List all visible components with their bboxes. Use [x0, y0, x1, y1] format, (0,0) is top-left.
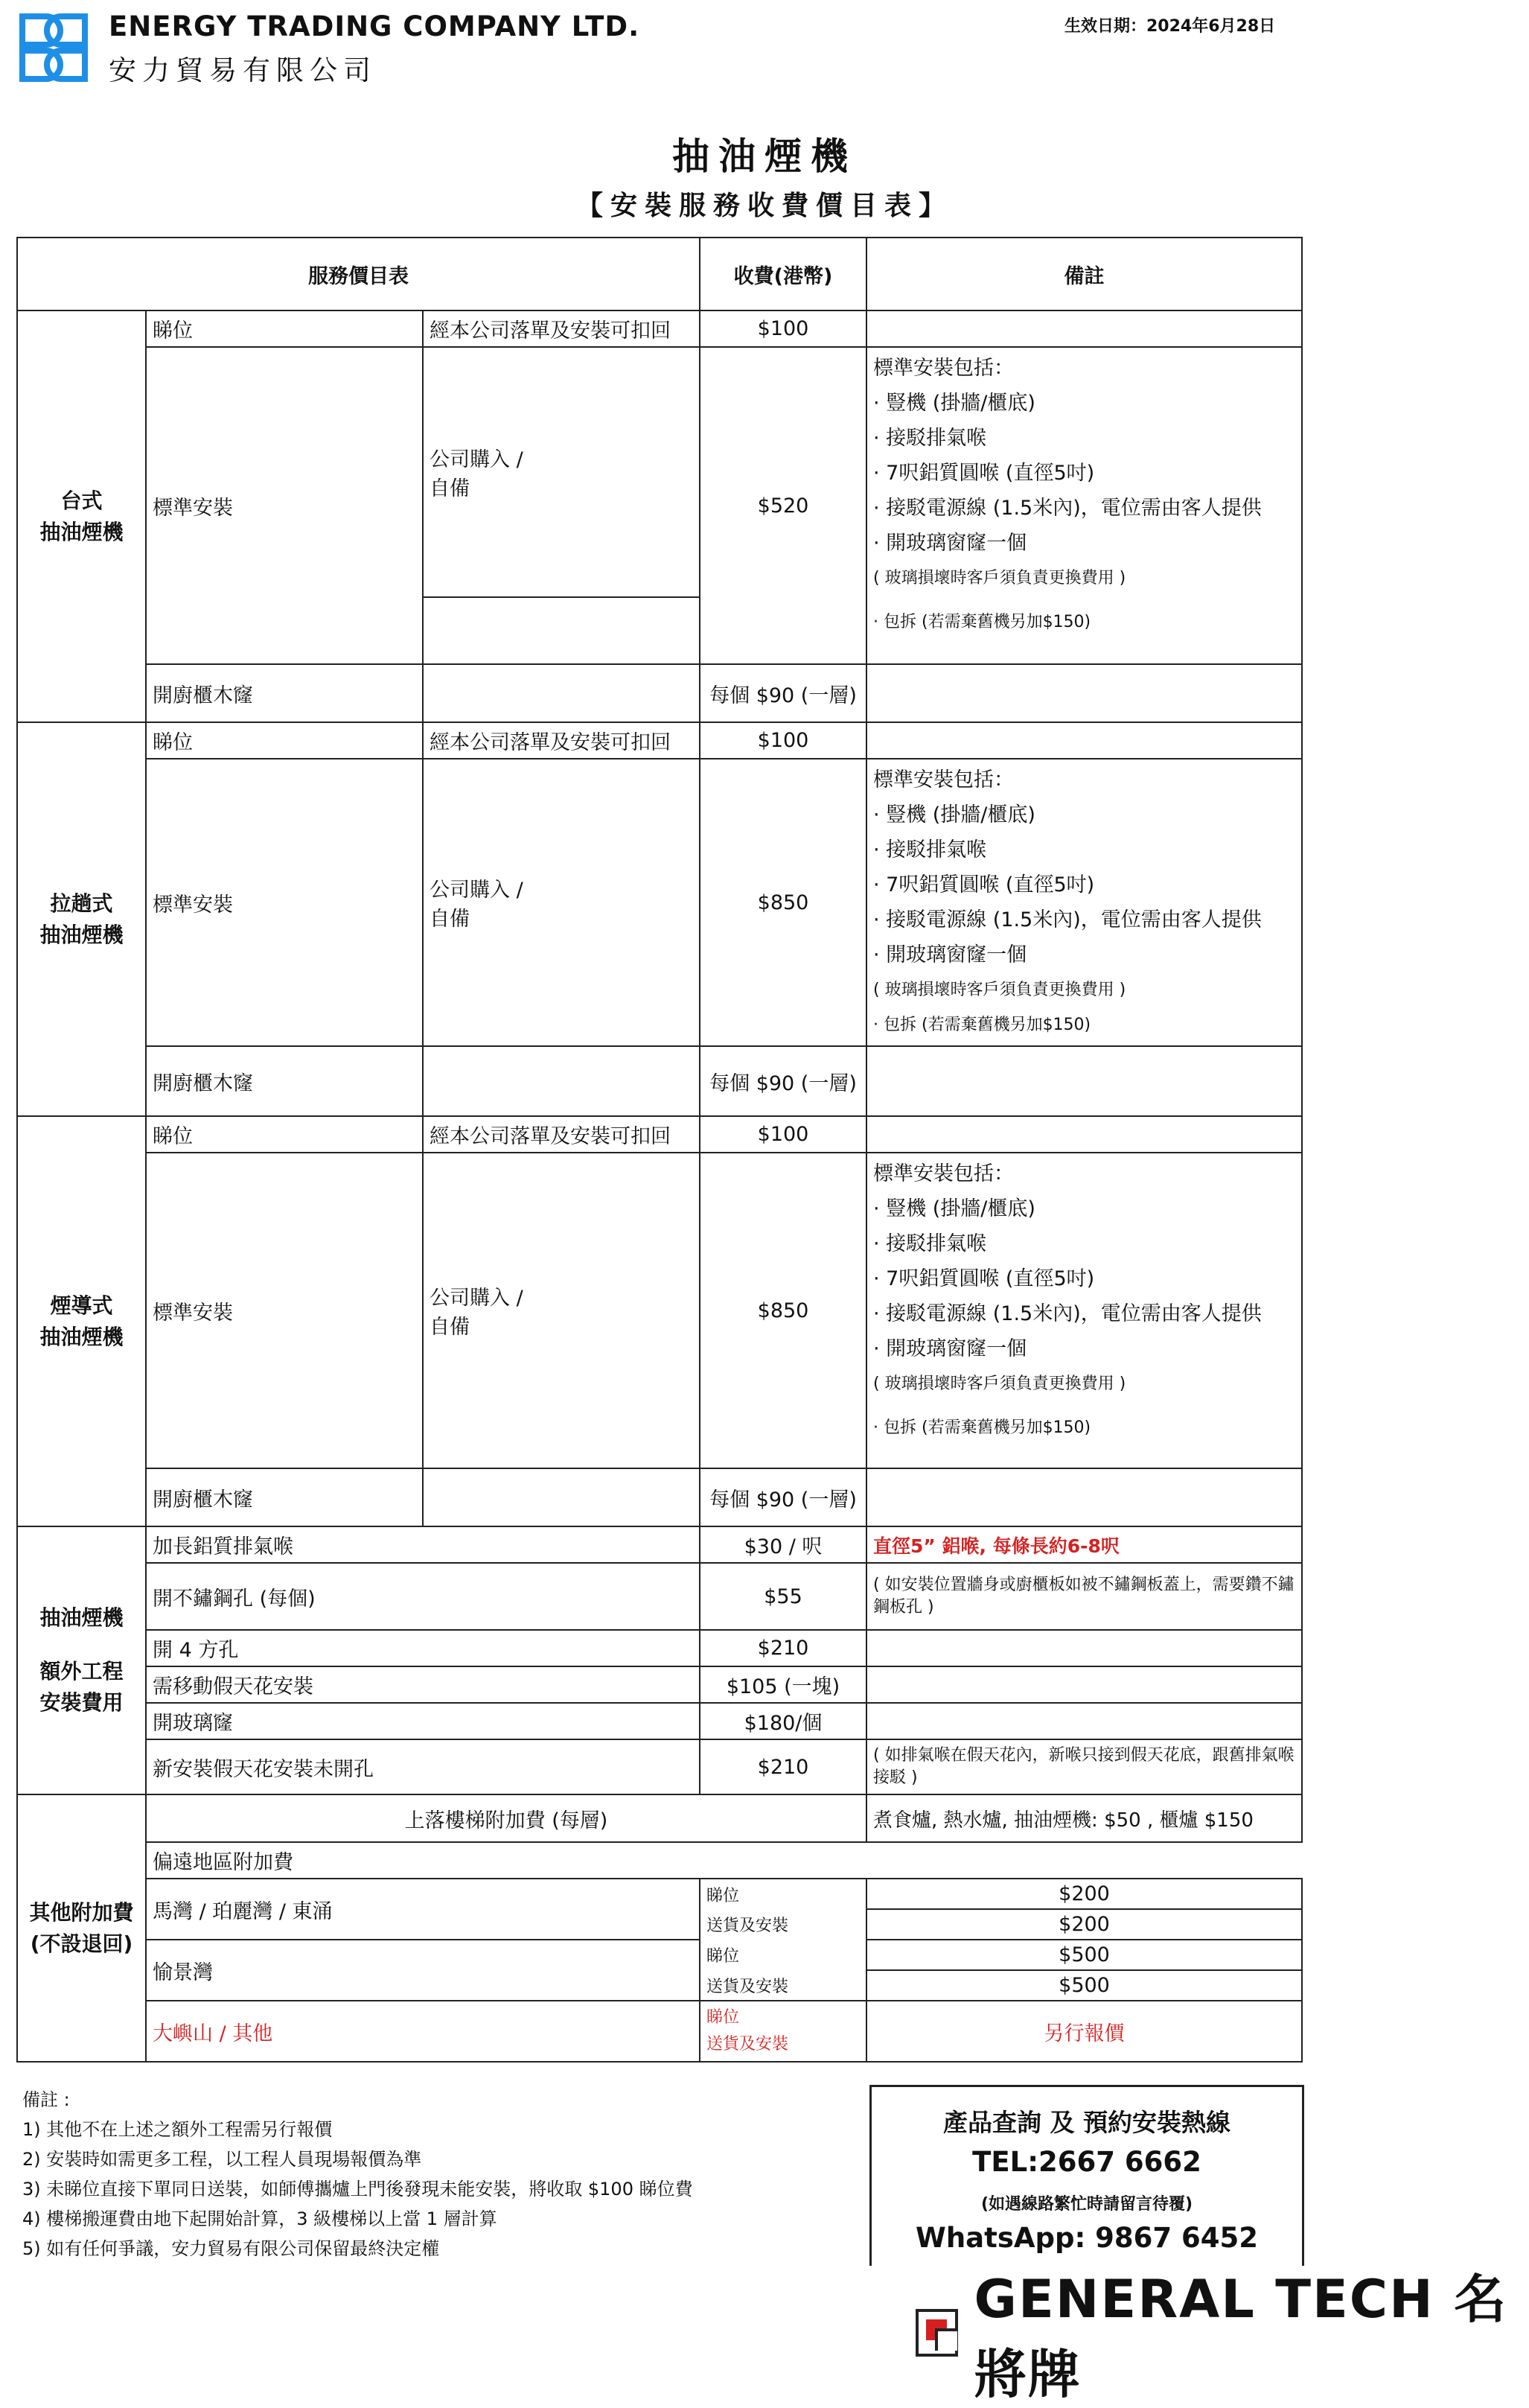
survey-detail: 經本公司落單及安裝可扣回 [423, 1116, 700, 1153]
table-row [17, 1153, 1302, 1468]
note-item: 4) 樓梯搬運費由地下起開始計算，3 級樓梯以上當 1 層計算 [22, 2208, 497, 2229]
survey-label: 睇位 [146, 310, 423, 347]
table-row [17, 1116, 1302, 1153]
empty-cell [423, 1046, 700, 1116]
hotline-title: 產品查詢 及 預約安裝熱線 [943, 2108, 1230, 2137]
area-name: 馬灣 / 珀麗灣 / 東涌 [146, 1879, 700, 1940]
area-survey-fee: $500 [866, 1940, 1302, 1970]
standard-label: 標準安裝 [146, 347, 423, 664]
table-header-row [17, 238, 1302, 310]
remote-label: 偏遠地區附加費 [146, 1842, 1302, 1879]
table-row [17, 1666, 1302, 1703]
category-cell: 抽油煙機 額外工程 安裝費用 [17, 1526, 146, 1794]
standard-fee: $850 [700, 759, 866, 1046]
survey-label: 睇位 [146, 1116, 423, 1153]
table-row [17, 1703, 1302, 1739]
cabinet-fee: 每個 $90 (一層) [700, 664, 866, 722]
price-table [16, 237, 1303, 2063]
survey-remark [866, 310, 1302, 347]
survey-fee: $100 [700, 310, 866, 347]
extra-fee: $30 / 呎 [700, 1526, 866, 1563]
table-row [17, 722, 1302, 759]
hotline-tel[interactable]: TEL:2667 6662 [972, 2146, 1201, 2178]
table-row [17, 310, 1302, 347]
cabinet-label: 開廚櫃木窿 [146, 1046, 423, 1116]
note-item: 5) 如有任何爭議，安力貿易有限公司保留最終決定權 [22, 2238, 440, 2259]
header-service: 服務價目表 [17, 238, 700, 310]
table-row [17, 1630, 1302, 1666]
cabinet-fee: 每個 $90 (一層) [700, 1046, 866, 1116]
note-item: 3) 未睇位直接下單同日送裝，如師傅攜爐上門後發現未能安裝，將收取 $100 睇位費 [22, 2179, 693, 2200]
table-row [17, 1046, 1302, 1116]
extra-label: 開 4 方孔 [146, 1630, 700, 1666]
cabinet-remark [866, 1468, 1302, 1526]
survey-label: 睇位 [146, 722, 423, 759]
hotline-whatsapp[interactable]: WhatsApp: 9867 6452 [916, 2222, 1258, 2254]
special-labels: 睇位 送貨及安裝 [700, 2001, 866, 2062]
cabinet-label: 開廚櫃木窿 [146, 1468, 423, 1526]
table-row [17, 1526, 1302, 1563]
empty-cell [423, 1468, 700, 1526]
extra-fee: $210 [700, 1630, 866, 1666]
note-item: 2) 安裝時如需更多工程，以工程人員現場報價為準 [22, 2149, 422, 2170]
brand-footer [916, 2269, 1529, 2405]
table-row [17, 664, 1302, 722]
category-cell: 台式 抽油煙機 [17, 310, 146, 722]
empty-cell [423, 664, 700, 722]
category-cell: 煙導式 抽油煙機 [17, 1116, 146, 1526]
page-subtitle: 【安裝服務收費價目表】 [575, 191, 953, 221]
survey-fee: $100 [700, 722, 866, 759]
cabinet-label: 開廚櫃木窿 [146, 664, 423, 722]
area-survey-label: 睇位 [706, 1947, 740, 1966]
standard-fee: $850 [700, 1153, 866, 1468]
area-survey-fee: $200 [866, 1879, 1302, 1909]
extra-remark: ( 如排氣喉在假天花內，新喉只接到假天花底，跟舊排氣喉接駁 ) [866, 1739, 1302, 1794]
extra-remark: 直徑5” 鋁喉, 每條長約6-8呎 [866, 1526, 1302, 1563]
extra-label: 開不鏽鋼孔 (每個) [146, 1563, 700, 1630]
empty-cell [423, 597, 700, 664]
standard-label: 標準安裝 [146, 759, 423, 1046]
header-remark: 備註 [866, 238, 1302, 310]
standard-detail: 公司購入 / 自備 [423, 1153, 700, 1468]
survey-remark [866, 1116, 1302, 1153]
general-tech-logo-icon [916, 2309, 958, 2357]
stairs-label: 上落樓梯附加費 (每層) [146, 1794, 866, 1842]
extra-remark [866, 1666, 1302, 1703]
header-fee: 收費(港幣) [700, 238, 866, 310]
extra-fee: $55 [700, 1563, 866, 1630]
standard-notes: 標準安裝包括： · 豎機 (掛牆/櫃底) · 接駁排氣喉 · 7呎鋁質圓喉 (直徑5吋) · 接駁電源線 (1.5米內)，電位需由客人提供 · 開玻璃窗窿一個 ( 玻璃損壞時客戶須負責更換費用 ) · 包拆 (若需棄舊機另加$150) [866, 347, 1302, 664]
extra-fee: $180/個 [700, 1703, 866, 1739]
brand-name: GENERAL TECH 名將牌 [974, 2269, 1508, 2405]
table-row [17, 1842, 1302, 1879]
area-name: 大嶼山 / 其他 [146, 2001, 700, 2062]
standard-detail: 公司購入 / 自備 [423, 347, 700, 597]
hotline-box [869, 2085, 1304, 2266]
stairs-remark: 煮食爐, 熱水爐, 抽油煙機: $50 , 櫃爐 $150 [866, 1794, 1302, 1842]
note-item: 1) 其他不在上述之額外工程需另行報價 [22, 2119, 333, 2140]
table-row [17, 1563, 1302, 1630]
cabinet-fee: 每個 $90 (一層) [700, 1468, 866, 1526]
standard-notes: 標準安裝包括： · 豎機 (掛牆/櫃底) · 接駁排氣喉 · 7呎鋁質圓喉 (直徑5吋) · 接駁電源線 (1.5米內)，電位需由客人提供 · 開玻璃窗窿一個 ( 玻璃損壞時客戶須負責更換費用 ) · 包拆 (若需棄舊機另加$150) [866, 1153, 1302, 1468]
effective-date: 生效日期：2024年6月28日 [1064, 17, 1276, 36]
extra-label: 需移動假天花安裝 [146, 1666, 700, 1703]
notes-title: 備註 : [22, 2089, 70, 2110]
standard-notes: 標準安裝包括： · 豎機 (掛牆/櫃底) · 接駁排氣喉 · 7呎鋁質圓喉 (直徑5吋) · 接駁電源線 (1.5米內)，電位需由客人提供 · 開玻璃窗窿一個 ( 玻璃損壞時客戶須負責更換費用 ) · 包拆 (若需棄舊機另加$150) [866, 759, 1302, 1046]
table-row [17, 759, 1302, 1046]
survey-detail: 經本公司落單及安裝可扣回 [423, 310, 700, 347]
extra-remark [866, 1630, 1302, 1666]
survey-fee: $100 [700, 1116, 866, 1153]
area-delivery-fee: $200 [866, 1909, 1302, 1940]
extra-fee: $210 [700, 1739, 866, 1794]
category-cell: 拉趟式 抽油煙機 [17, 722, 146, 1116]
cabinet-remark [866, 664, 1302, 722]
notes [22, 2085, 693, 2264]
special-quote: 另行報價 [866, 2001, 1302, 2062]
hotline-busy-note: (如遇線路繁忙時請留言待覆) [980, 2195, 1193, 2214]
table-row [17, 2001, 1302, 2062]
company-name-en: ENERGY TRADING COMPANY LTD. [109, 10, 640, 42]
table-row [17, 1468, 1302, 1526]
standard-detail: 公司購入 / 自備 [423, 759, 700, 1046]
extra-remark [866, 1703, 1302, 1739]
company-name-zh: 安力貿易有限公司 [109, 54, 377, 86]
extra-label: 開玻璃窿 [146, 1703, 700, 1739]
extra-label: 加長鋁質排氣喉 [146, 1526, 700, 1563]
extra-label: 新安裝假天花安裝未開孔 [146, 1739, 700, 1794]
standard-fee: $520 [700, 347, 866, 664]
cabinet-remark [866, 1046, 1302, 1116]
table-row [17, 1739, 1302, 1794]
page-title: 抽油煙機 [672, 135, 857, 178]
table-row [17, 1879, 1302, 1909]
table-row [17, 1940, 1302, 1970]
area-delivery-fee: $500 [866, 1970, 1302, 2001]
area-delivery-label: 送貨及安裝 [706, 1977, 789, 1996]
area-name: 愉景灣 [146, 1940, 700, 2001]
extra-remark: ( 如安裝位置牆身或廚櫃板如被不鏽鋼板蓋上，需要鑽不鏽鋼板孔 ) [866, 1563, 1302, 1630]
category-cell: 其他附加費 (不設退回) [17, 1794, 146, 2062]
extra-fee: $105 (一塊) [700, 1666, 866, 1703]
standard-label: 標準安裝 [146, 1153, 423, 1468]
survey-remark [866, 722, 1302, 759]
energy-trading-logo-icon [16, 10, 91, 85]
area-survey-label: 睇位 [706, 1886, 740, 1905]
table-row [17, 347, 1302, 597]
survey-detail: 經本公司落單及安裝可扣回 [423, 722, 700, 759]
area-delivery-label: 送貨及安裝 [706, 1917, 789, 1935]
table-row [17, 1794, 1302, 1842]
